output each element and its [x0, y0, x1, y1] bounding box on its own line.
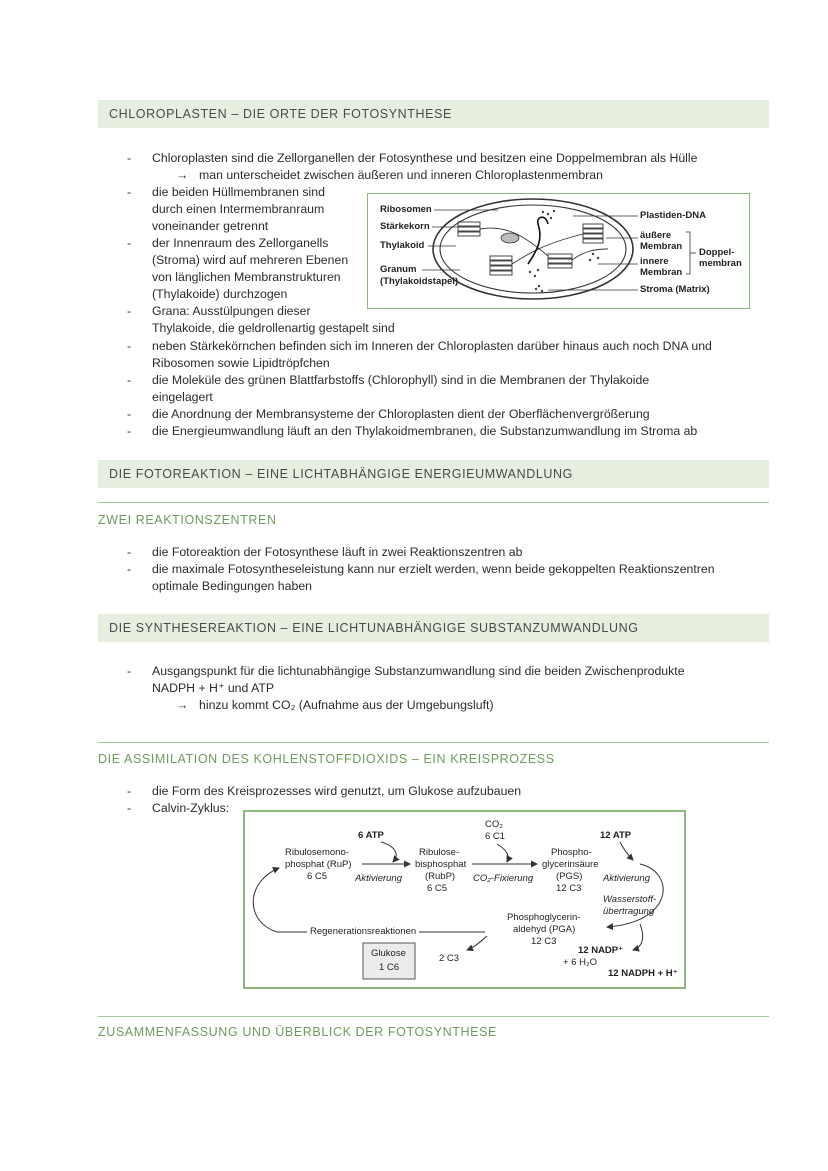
bullet-text: Ausgangspunkt für die lichtunabhängige Substanzumwandlung sind die beiden Zwischenprodukte: [152, 664, 685, 678]
chloroplast-diagram: [367, 193, 750, 309]
bullet-dash: -: [127, 424, 132, 438]
label-innere: innere: [640, 256, 669, 267]
arrow-icon: →: [176, 698, 189, 712]
label-rup-2: phosphat (RuP): [285, 859, 352, 870]
bullet-dash: -: [127, 151, 132, 165]
bullet-text: die Energieumwandlung läuft an den Thylakoidmembranen, die Substanzumwandlung im Stroma ab: [152, 424, 698, 438]
bullet-dash: -: [127, 373, 132, 387]
label-granum-sub: (Thylakoidstapel): [380, 276, 459, 287]
label-doppel-membran: membran: [699, 258, 742, 269]
bullet-text: Calvin-Zyklus:: [152, 801, 230, 815]
label-plastiden-dna: Plastiden-DNA: [640, 210, 706, 221]
label-staerkekorn: Stärkekorn: [380, 221, 430, 232]
arrow-icon: →: [176, 168, 189, 182]
label-pga-3: 12 C3: [531, 936, 557, 947]
label-pga: Phosphoglycerin-: [507, 912, 581, 923]
bullet-text: die Fotoreaktion der Fotosynthese läuft in zwei Reaktionszentren ab: [152, 545, 523, 559]
bullet-dash: -: [127, 664, 132, 678]
divider: [98, 742, 769, 743]
bullet-text: die beiden Hüllmembranen sind: [152, 185, 325, 199]
bullet-text: die Anordnung der Membransysteme der Chloroplasten dient der Oberflächenvergrößerung: [152, 407, 650, 421]
label-aktivierung-1: Aktivierung: [355, 873, 402, 884]
label-12-atp: 12 ATP: [600, 830, 632, 841]
label-pga-2: aldehyd (PGA): [513, 924, 576, 935]
bullet-dash: -: [127, 784, 132, 798]
bullet-text: der Innenraum des Zellorganells: [152, 236, 329, 250]
label-rubp-2: bisphosphat: [415, 859, 467, 870]
label-thylakoid: Thylakoid: [380, 240, 425, 251]
label-innere-membran: Membran: [640, 267, 683, 278]
section-heading-synthesereaktion: DIE SYNTHESEREAKTION – EINE LICHTUNABHÄNGIGE SUBSTANZUMWANDLUNG: [98, 614, 769, 642]
bullet-dash: -: [127, 562, 132, 576]
section-heading-assimilation: DIE ASSIMILATION DES KOHLENSTOFFDIOXIDS – EIN KREISPROZESS: [98, 752, 555, 766]
divider: [98, 502, 769, 503]
bullet-text: Grana: Ausstülpungen dieser: [152, 304, 311, 318]
bullet-dash: -: [127, 304, 132, 318]
label-2-c3: 2 C3: [439, 953, 460, 964]
label-aeussere: äußere: [640, 230, 672, 241]
bullet-text: Chloroplasten sind die Zellorganellen der Fotosynthese und besitzen eine Doppelmembran als Hülle: [152, 151, 698, 165]
bullet-dash: -: [127, 545, 132, 559]
arrow-text: man unterscheidet zwischen äußeren und inneren Chloroplastenmembran: [199, 168, 603, 182]
label-pgs-2: glycerinsäure: [542, 859, 599, 870]
label-pgs: Phospho-: [551, 847, 592, 858]
bullet-text: die maximale Fotosyntheseleistung kann nur erzielt werden, wenn beide gekoppelten Reaktionszentren: [152, 562, 715, 576]
bullet-dash: -: [127, 801, 132, 815]
label-rubp-4: 6 C5: [427, 883, 448, 894]
section-heading-fotoreaktion: DIE FOTOREAKTION – EINE LICHTABHÄNGIGE ENERGIEUMWANDLUNG: [98, 460, 769, 488]
section-heading-chloroplasten: CHLOROPLASTEN – DIE ORTE DER FOTOSYNTHESE: [98, 100, 769, 128]
bullet-text: eingelagert: [152, 390, 213, 404]
bullet-dash: -: [127, 236, 132, 250]
label-aktivierung-2: Aktivierung: [603, 873, 650, 884]
subheading-reaktionszentren: ZWEI REAKTIONSZENTREN: [98, 513, 277, 527]
label-doppel: Doppel-: [699, 247, 735, 258]
bullet-text: durch einen Intermembranraum: [152, 202, 325, 216]
label-uebertragung: übertragung: [603, 906, 655, 917]
bullet-dash: -: [127, 339, 132, 353]
bullet-text: die Moleküle des grünen Blattfarbstoffs (Chlorophyll) sind in die Membranen der Thylakoide: [152, 373, 650, 387]
label-stroma: Stroma (Matrix): [640, 284, 710, 295]
bullet-text: (Stroma) wird auf mehreren Ebenen: [152, 253, 349, 267]
label-granum: Granum: [380, 264, 417, 275]
calvin-cycle-diagram: [243, 810, 686, 989]
label-glukose-c6: 1 C6: [379, 962, 400, 973]
bullet-text: optimale Bedingungen haben: [152, 579, 312, 593]
label-regenerationsreaktionen: Regenerationsreaktionen: [307, 926, 419, 937]
bullet-text: die Form des Kreisprozesses wird genutzt, um Glukose aufzubauen: [152, 784, 522, 798]
label-rup-3: 6 C5: [307, 871, 328, 882]
label-h2o: + 6 H₂O: [563, 957, 598, 968]
label-6-atp: 6 ATP: [358, 830, 384, 841]
bullet-text: Thylakoide, die geldrollenartig gestapelt sind: [152, 321, 395, 335]
label-rubp: Ribulose-: [419, 847, 460, 858]
label-rubp-3: (RubP): [425, 871, 456, 882]
label-12-nadph: 12 NADPH + H⁺: [608, 968, 678, 979]
label-aeussere-membran: Membran: [640, 241, 683, 252]
arrow-text: hinzu kommt CO₂ (Aufnahme aus der Umgebungsluft): [199, 698, 494, 712]
divider: [98, 1016, 769, 1017]
bullet-text: NADPH + H⁺ und ATP: [152, 681, 275, 695]
label-co2: CO₂: [485, 819, 503, 830]
bullet-text: voneinander getrennt: [152, 219, 269, 233]
bullet-text: Ribosomen sowie Lipidtröpfchen: [152, 356, 330, 370]
bullet-dash: -: [127, 407, 132, 421]
label-ribosomen: Ribosomen: [380, 204, 432, 215]
bullet-text: von länglichen Membranstrukturen: [152, 270, 341, 284]
bullet-text: (Thylakoide) durchzogen: [152, 287, 288, 301]
label-6-c1: 6 C1: [485, 831, 506, 842]
label-pgs-4: 12 C3: [556, 883, 582, 894]
bullet-dash: -: [127, 185, 132, 199]
label-pgs-3: (PGS): [556, 871, 583, 882]
label-12-nadp: 12 NADP⁺: [578, 945, 624, 956]
label-glukose: Glukose: [371, 948, 406, 959]
label-co2-fixierung: CO₂-Fixierung: [473, 873, 534, 884]
label-wasserstoff: Wasserstoff-: [603, 894, 657, 905]
bullet-text: neben Stärkekörnchen befinden sich im Inneren der Chloroplasten darüber hinaus auch noch DNA und: [152, 339, 712, 353]
label-rup: Ribulosemono-: [285, 847, 349, 858]
section-heading-zusammenfassung: ZUSAMMENFASSUNG UND ÜBERBLICK DER FOTOSYNTHESE: [98, 1025, 497, 1039]
